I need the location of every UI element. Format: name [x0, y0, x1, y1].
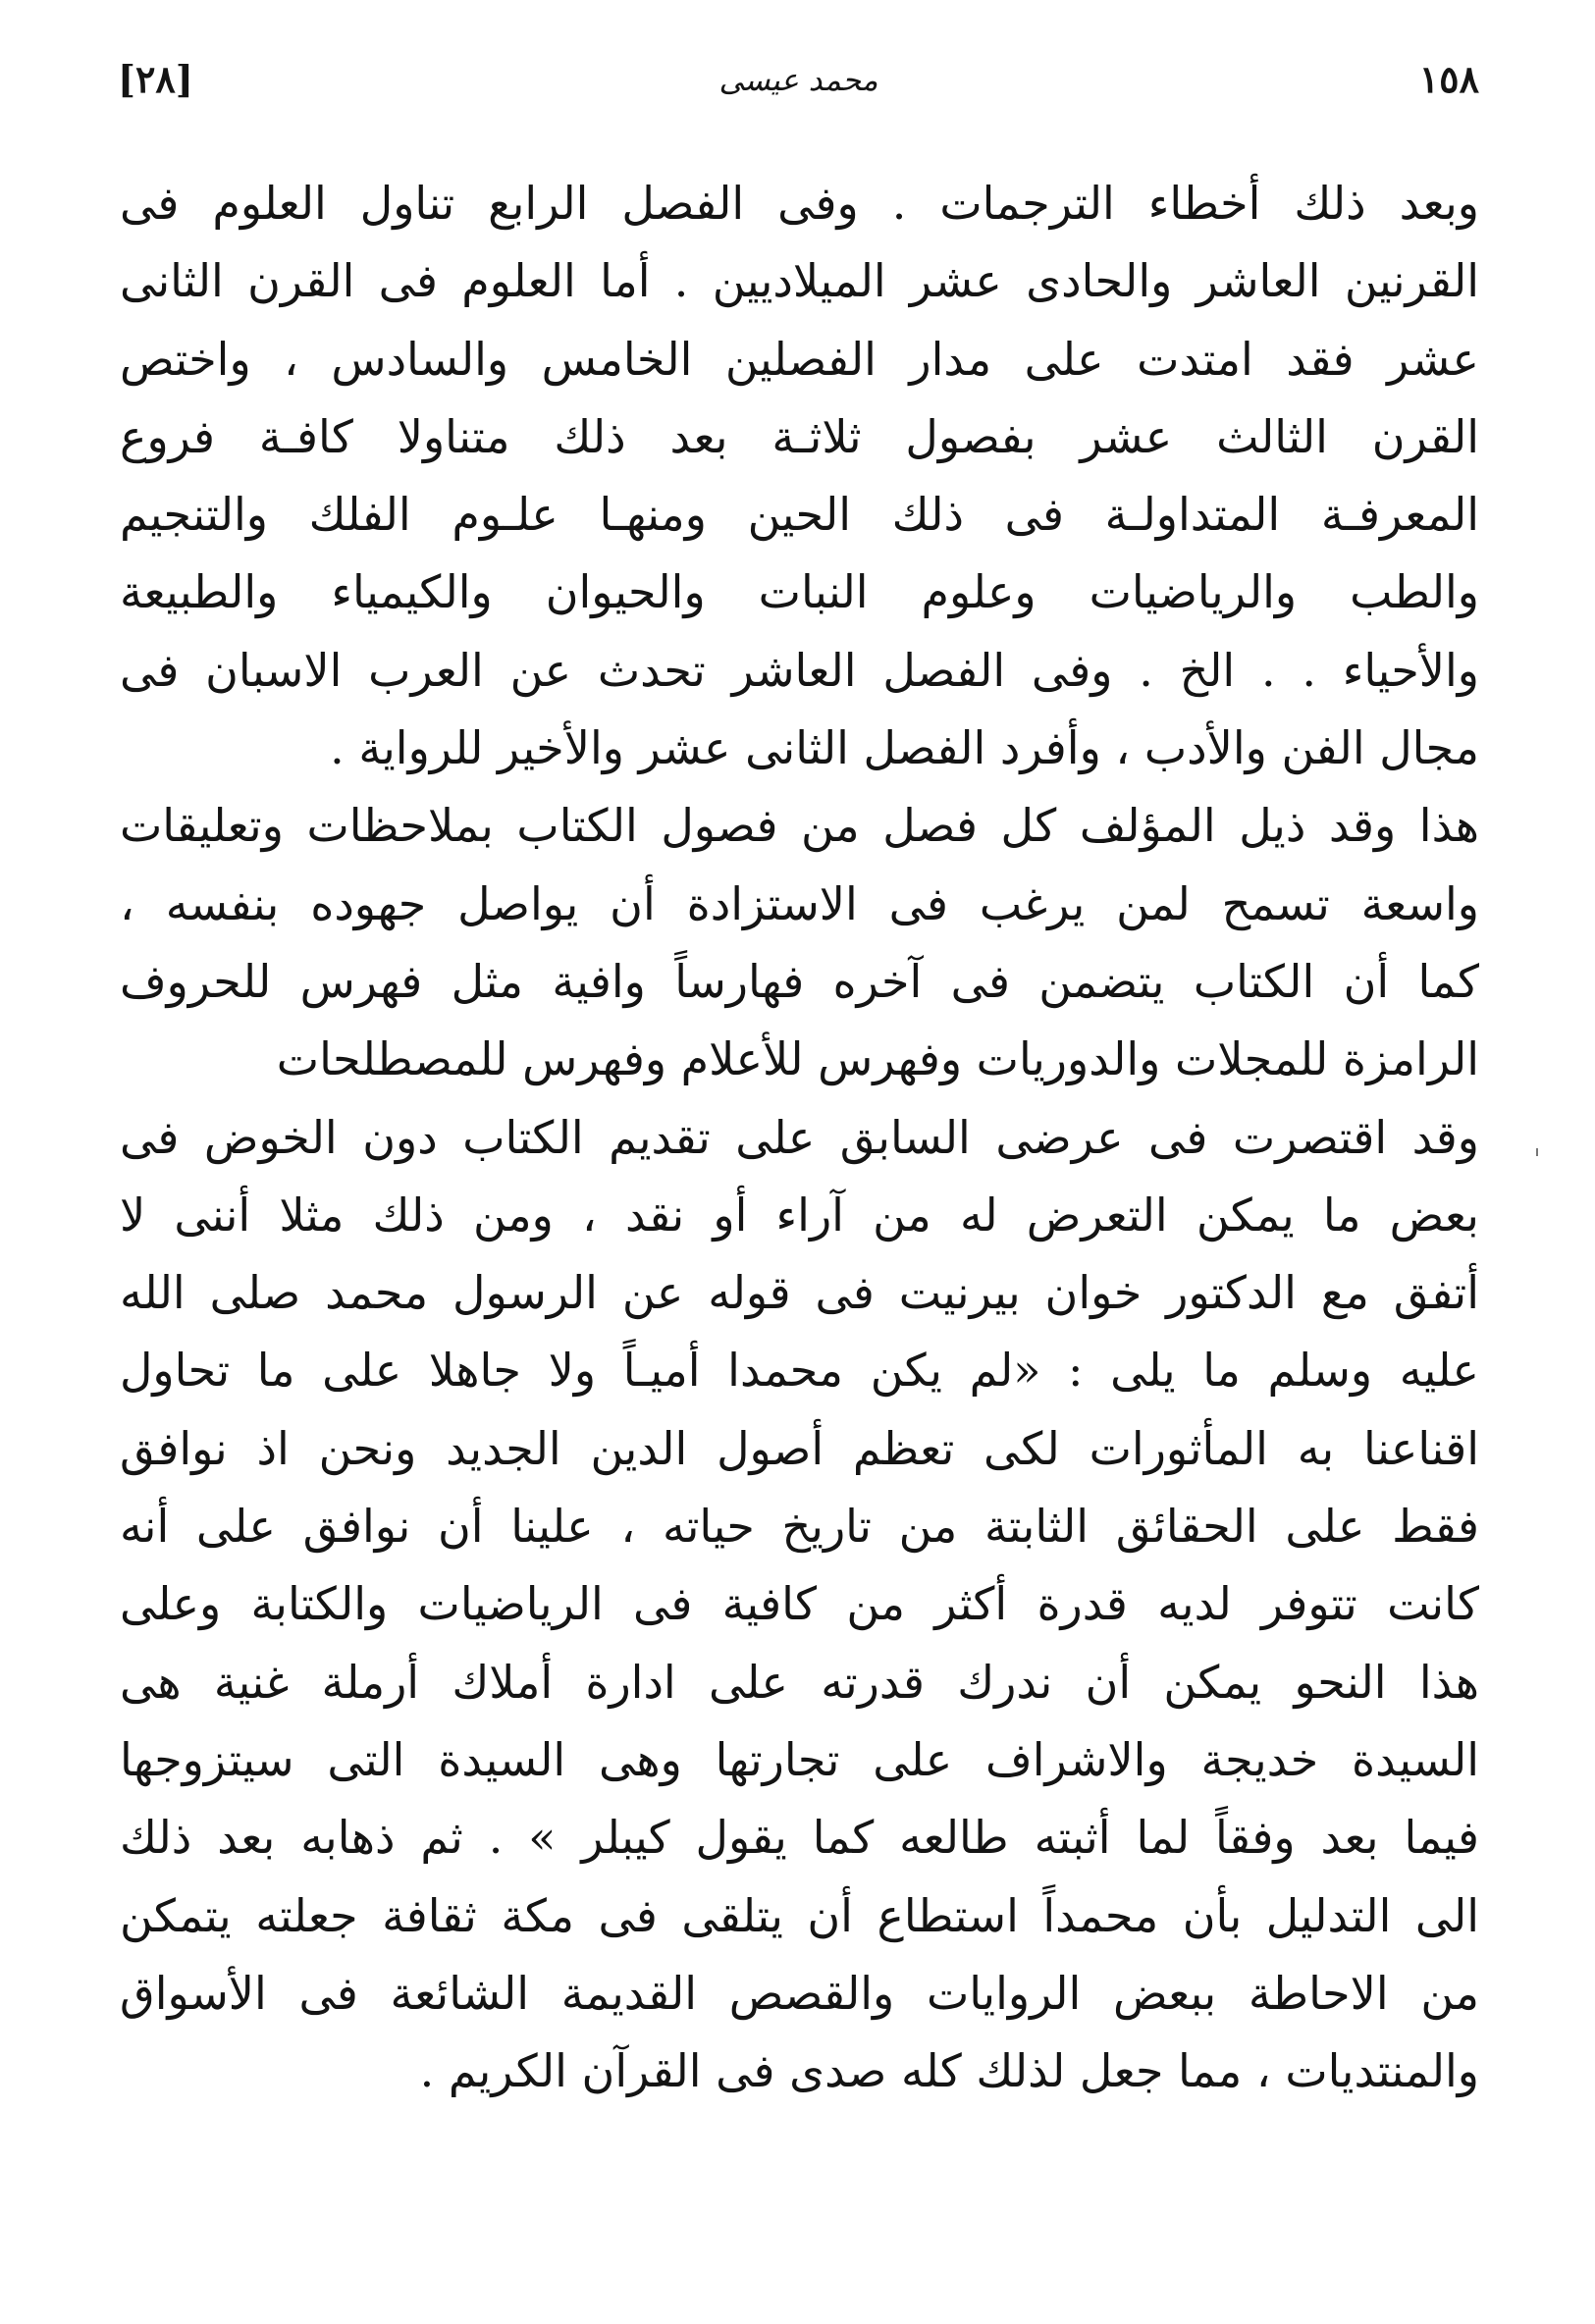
text-line: والأحياء . . الخ . وفى الفصل العاشر تحدث عن العرب الاسبان فى [120, 643, 1479, 697]
text-line: كانت تتوفر لديه قدرة أكثر من كافية فى الرياضيات والكتابة وعلى [120, 1577, 1479, 1631]
text-line: وقد اقتصرت فى عرضى السابق على تقديم الكتاب دون الخوض فى [120, 1110, 1479, 1164]
text-line: القرنين العاشر والحادى عشر الميلاديين . أما العلوم فى القرن الثانى [120, 254, 1479, 308]
text-line: بعض ما يمكن التعرض له من آراء أو نقد ، ومن ذلك مثلا أننى لا [120, 1188, 1479, 1241]
text-line: الرامزة للمجلات والدوريات وفهرس للأعلام وفهرس للمصطلحات [276, 1032, 1479, 1086]
text-line: المعرفـة المتداولـة فى ذلك الحين ومنهـا علـوم الفلك والتنجيم [120, 488, 1479, 542]
text-line: مجال الفن والأدب ، وأفرد الفصل الثانى عشر والأخير للرواية . [330, 721, 1479, 775]
section-number-bracket: [٢٨] [118, 57, 193, 101]
text-line: هذا وقد ذيل المؤلف كل فصل من فصول الكتاب بملاحظات وتعليقات [120, 799, 1479, 853]
text-line: عليه وسلم ما يلى : «لم يكن محمدا أميـاً ولا جاهلا على ما تحاول [120, 1344, 1479, 1398]
page-number: ١٥٨ [1418, 57, 1479, 101]
margin-mark [1536, 1148, 1538, 1156]
text-line: أتفق مع الدكتور خوان بيرنيت فى قوله عن الرسول محمد صلى الله [120, 1266, 1479, 1320]
text-line: كما أن الكتاب يتضمن فى آخره فهارساً وافية مثل فهرس للحروف [120, 954, 1479, 1008]
text-line: والطب والرياضيات وعلوم النبات والحيوان والكيمياء والطبيعة [120, 565, 1479, 619]
body-text [120, 165, 1479, 2110]
text-line: القرن الثالث عشر بفصول ثلاثـة بعد ذلك متناولا كافـة فروع [120, 409, 1479, 463]
text-line: اقناعنا به المأثورات لكى تعظم أصول الدين الجديد ونحن اذ نوافق [120, 1421, 1479, 1475]
text-line: والمنتديات ، مما جعل لذلك كله صدى فى القرآن الكريم . [419, 2044, 1479, 2098]
text-line: هذا النحو يمكن أن ندرك قدرته على ادارة أملاك أرملة غنية هى [120, 1655, 1479, 1709]
running-head-author: محمد عيسى [718, 63, 878, 98]
text-line: السيدة خديجة والاشراف على تجارتها وهى السيدة التى سيتزوجها [120, 1732, 1479, 1786]
text-line: وبعد ذلك أخطاء الترجمات . وفى الفصل الرابع تناول العلوم فى [120, 177, 1479, 230]
text-line: فيما بعد وفقاً لما أثبته طالعه كما يقول كيبلر » . ثم ذهابه بعد ذلك [120, 1811, 1479, 1865]
text-line: الى التدليل بأن محمداً استطاع أن يتلقى فى مكة ثقافة جعلته يتمكن [120, 1888, 1479, 1942]
page-header [118, 57, 1479, 126]
text-line: عشر فقد امتدت على مدار الفصلين الخامس والسادس ، واختص [120, 332, 1479, 386]
text-line: فقط على الحقائق الثابتة من تاريخ حياته ، علينا أن نوافق على أنه [120, 1500, 1479, 1554]
text-line: واسعة تسمح لمن يرغب فى الاستزادة أن يواصل جهوده بنفسه ، [120, 876, 1479, 930]
text-line: من الاحاطة ببعض الروايات والقصص القديمة الشائعة فى الأسواق [120, 1966, 1479, 2020]
